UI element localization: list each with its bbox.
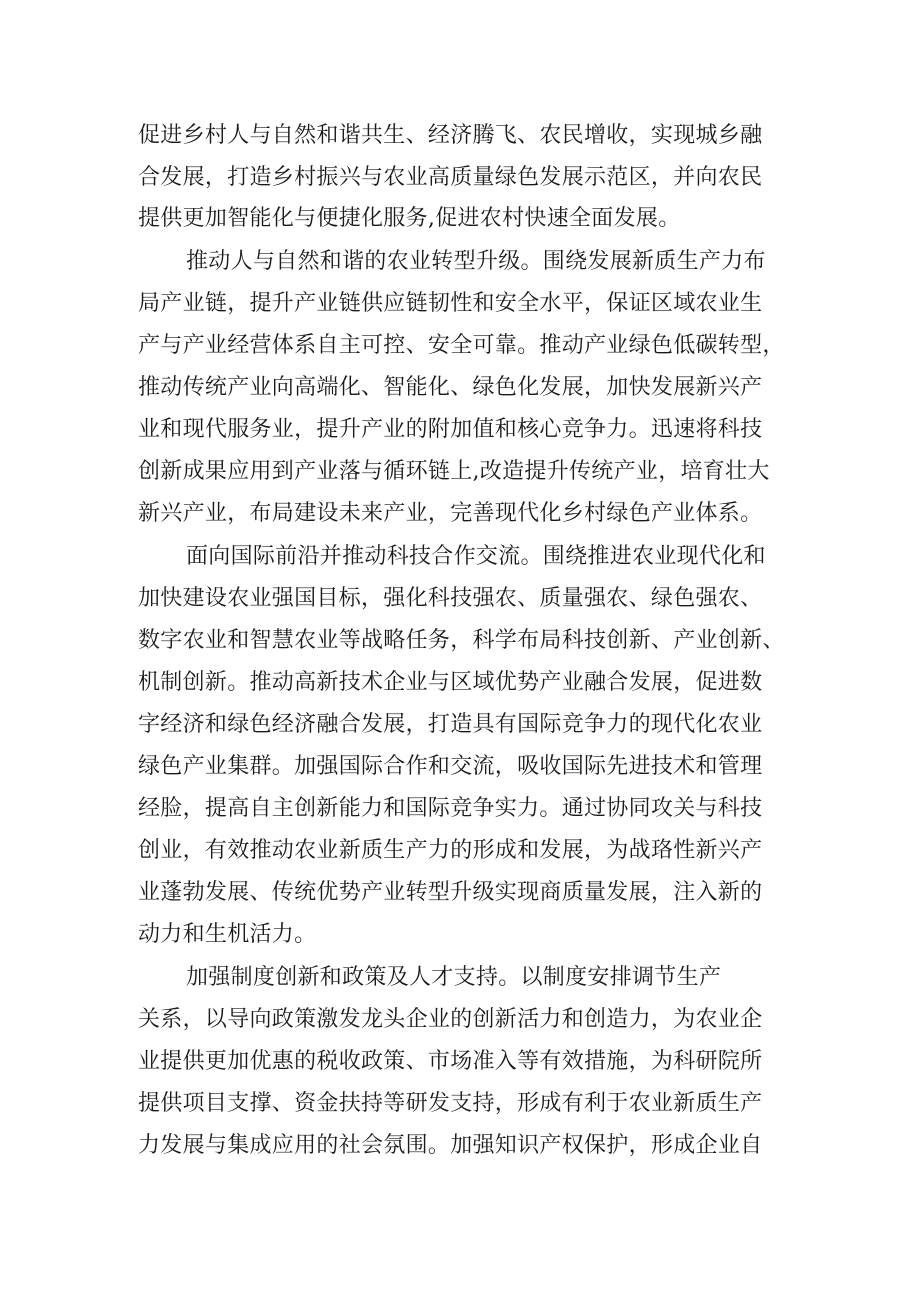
text-line: 局产业链，提升产业链供应链韧性和安全水平，保证区域农业生 bbox=[138, 291, 763, 316]
text-line: 业蓬勃发展、传统优势产业转型升级实现商质量发展，注入新的 bbox=[138, 880, 763, 905]
text-line: 业和现代服务业，提升产业的附加值和核心竞争力。迅速将科技 bbox=[138, 417, 763, 442]
text-line: 经脸，提高自主创新能力和国际竞争实力。通过协同攻关与科技 bbox=[138, 796, 763, 821]
text-line: 创新成果应用到产业落与循环链上,改造提升传统产业，培育壮大 bbox=[138, 459, 770, 484]
text-line: 业提供更加优惠的税收政策、市场准入等有效措施，为科研院所 bbox=[138, 1049, 763, 1074]
text-line: 促进乡村人与自然和谐共生、经济腾飞、农民增收，实现城乡融 bbox=[138, 123, 763, 148]
text-line: 机制创新。推动高新技术企业与区域优势产业融合发展，促进数 bbox=[138, 670, 763, 695]
text-line: 数字农业和智慧农业等战略任务，科学布局科技创新、产业创新、 bbox=[138, 628, 785, 653]
text-line: 提供更加智能化与便捷化服务,促进农村快速全面发展。 bbox=[138, 206, 681, 231]
text-line: 提供项目支撑、资金扶持等研发支持，形成有利于农业新质生产 bbox=[138, 1091, 763, 1116]
text-line: 关系，以导向政策激发龙头企业的创新活力和创造力，为农业企 bbox=[138, 1007, 763, 1032]
text-line: 力发展与集成应用的社会氛围。加强知识产权保护，形成企业自 bbox=[138, 1133, 763, 1158]
text-line: 推动传统产业向高端化、智能化、绿色化发展，加快发展新兴产 bbox=[138, 375, 763, 400]
text-line: 合发展，打造乡村振兴与农业高质量绿色发展示范区，并向农民 bbox=[138, 165, 763, 190]
text-line: 产与产业经营体系自主可控、安全可靠。推动产业绿色低碳转型， bbox=[138, 333, 785, 358]
text-line: 绿色产业集群。加强国际合作和交流，吸收国际先进技术和管理 bbox=[138, 754, 763, 779]
text-line: 字经济和绿色经济融合发展，打造具有国际竞争力的现代化农业 bbox=[138, 712, 763, 737]
text-line: 加快建设农业强国目标，强化科技强农、质量强农、绿色强农、 bbox=[138, 586, 763, 611]
text-line: 动力和生机活力。 bbox=[138, 922, 317, 947]
text-line: 新兴产业，布局建设未来产业，完善现代化乡村绿色产业体系。 bbox=[138, 501, 763, 526]
text-line: 创业，有效推动农业新质生产力的形成和发展，为战珞性新兴产 bbox=[138, 838, 763, 863]
paragraph-heading-line: 面向国际前沿并推动科技合作交流。围绕推进农业现代化和 bbox=[186, 544, 766, 569]
paragraph-heading-line: 加强制度创新和政策及人才支持。以制度安排调节生产 bbox=[186, 965, 722, 990]
paragraph-heading-line: 推动人与自然和谐的农业转型升级。围绕发展新质生产力布 bbox=[186, 249, 766, 274]
